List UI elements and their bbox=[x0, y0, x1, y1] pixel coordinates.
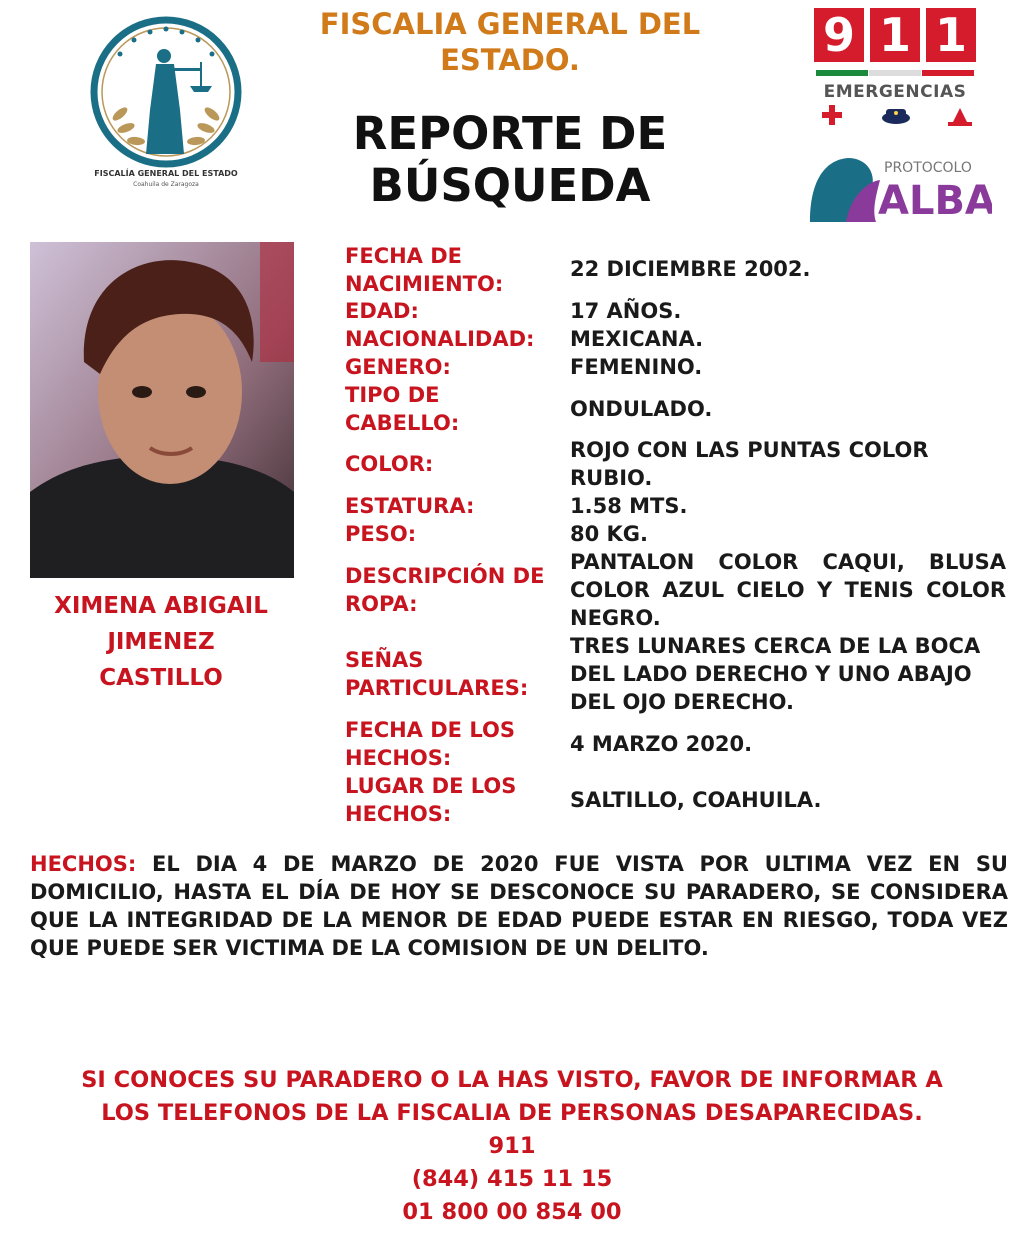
birth-date-value: 22 DICIEMBRE 2002. bbox=[570, 257, 811, 281]
protocolo-alba-logo bbox=[806, 152, 992, 224]
clothing-label: DESCRIPCIÓN DE ROPA: bbox=[345, 564, 545, 616]
justice-seal-icon bbox=[84, 14, 248, 194]
red-cross-icon bbox=[822, 105, 842, 125]
marks-value: TRES LUNARES CERCA DE LA BOCA DEL LADO DERECHO Y UNO ABAJO DEL OJO DERECHO. bbox=[570, 634, 981, 714]
age-label: EDAD: bbox=[345, 299, 419, 323]
agency-name: FISCALIA GENERAL DEL ESTADO. bbox=[319, 7, 701, 77]
gender-value: FEMENINO. bbox=[570, 355, 703, 379]
facts-paragraph bbox=[30, 850, 1008, 962]
birth-date-label: FECHA DE NACIMIENTO: bbox=[345, 244, 504, 296]
phone-tollfree: 01 800 00 854 00 bbox=[402, 1199, 622, 1225]
phone-911: 911 bbox=[488, 1133, 536, 1159]
callout-line2: LOS TELEFONOS DE LA FISCALIA DE PERSONAS DESAPARECIDAS. bbox=[101, 1100, 923, 1126]
portrait-image bbox=[30, 242, 294, 578]
height-value: 1.58 MTS. bbox=[570, 494, 688, 518]
person-name bbox=[28, 588, 294, 696]
contact-callout bbox=[20, 1064, 1004, 1229]
facts-label: HECHOS: bbox=[30, 852, 137, 876]
event-place-value: SALTILLO, COAHUILA. bbox=[570, 788, 822, 812]
event-date-value: 4 MARZO 2020. bbox=[570, 732, 753, 756]
height-label: ESTATURA: bbox=[345, 494, 475, 518]
fiscalia-logo bbox=[84, 14, 248, 194]
emergency-911-logo bbox=[812, 8, 978, 133]
age-value: 17 AÑOS. bbox=[570, 299, 682, 323]
person-name-line2: JIMENEZ bbox=[107, 629, 215, 655]
nationality-value: MEXICANA. bbox=[570, 327, 704, 351]
report-title-line2: BÚSQUEDA bbox=[369, 159, 651, 212]
hair-type-label: TIPO DE CABELLO: bbox=[345, 383, 460, 435]
event-place-label: LUGAR DE LOS HECHOS: bbox=[345, 774, 517, 826]
report-title-line1: REPORTE DE bbox=[352, 107, 668, 160]
digit-1b: 1 bbox=[926, 8, 976, 62]
digit-1a: 1 bbox=[870, 8, 920, 62]
alba-silhouette-icon bbox=[806, 152, 992, 224]
marks-label: SEÑAS PARTICULARES: bbox=[345, 648, 529, 700]
police-cap-icon bbox=[882, 109, 910, 124]
person-name-line1: XIMENA ABIGAIL bbox=[54, 593, 268, 619]
event-date-label: FECHA DE LOS HECHOS: bbox=[345, 718, 515, 770]
weight-value: 80 KG. bbox=[570, 522, 649, 546]
digit-9: 9 bbox=[814, 8, 864, 62]
clothing-value: PANTALON COLOR CAQUI, BLUSA COLOR AZUL CIELO Y TENIS COLOR NEGRO. bbox=[570, 550, 1006, 630]
svg-text:ALBA: ALBA bbox=[878, 178, 992, 224]
person-photo bbox=[30, 242, 294, 578]
emergency-services-icons bbox=[812, 104, 978, 132]
phone-local: (844) 415 11 15 bbox=[411, 1166, 613, 1192]
weight-label: PESO: bbox=[345, 522, 417, 546]
nationality-label: NACIONALIDAD: bbox=[345, 327, 535, 351]
gender-label: GENERO: bbox=[345, 355, 451, 379]
hair-type-value: ONDULADO. bbox=[570, 397, 713, 421]
fire-helmet-icon bbox=[948, 108, 972, 126]
person-name-line3: CASTILLO bbox=[99, 665, 223, 691]
flag-stripe-icon bbox=[816, 70, 974, 76]
emergencias-label: EMERGENCIAS bbox=[823, 82, 967, 102]
facts-text: EL DIA 4 DE MARZO DE 2020 FUE VISTA POR ULTIMA VEZ EN SU DOMICILIO, HASTA EL DÍA DE HOY SE DESCONOCE SU PARADERO, SE CONSIDERA QUE LA INTEGRIDAD DE LA MENOR DE EDAD PUEDE ESTAR EN RIESGO, TODA VEZ QUE PUEDE SER VICTIMA DE LA COMISION DE UN DELITO. bbox=[30, 852, 1008, 960]
svg-text:PROTOCOLO: PROTOCOLO bbox=[884, 160, 972, 176]
svg-text:Coahuila de Zaragoza: Coahuila de Zaragoza bbox=[133, 181, 199, 188]
callout-line1: SI CONOCES SU PARADERO O LA HAS VISTO, FAVOR DE INFORMAR A bbox=[81, 1067, 943, 1093]
svg-text:FISCALÍA GENERAL DEL ESTADO: FISCALÍA GENERAL DEL ESTADO bbox=[94, 169, 238, 178]
report-title bbox=[300, 108, 720, 212]
color-label: COLOR: bbox=[345, 452, 434, 476]
color-value: ROJO CON LAS PUNTAS COLOR RUBIO. bbox=[570, 438, 929, 490]
